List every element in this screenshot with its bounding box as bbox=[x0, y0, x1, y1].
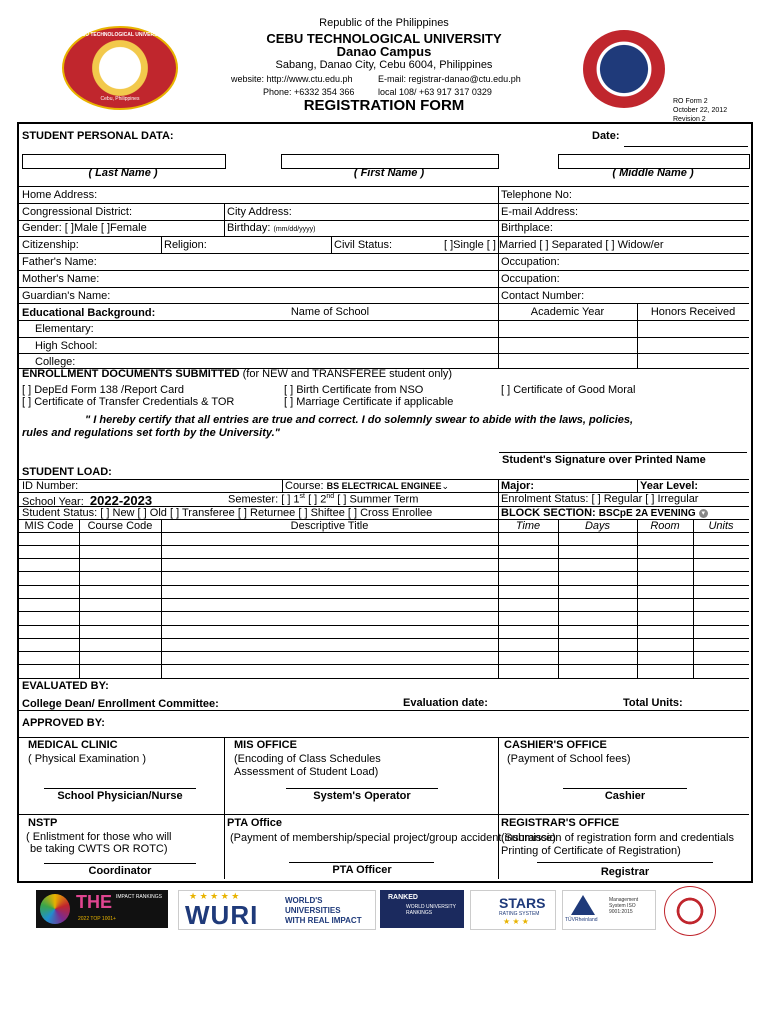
wuri-text: WURI bbox=[185, 900, 259, 930]
registrar-note-1: (Submission of registration form and credentials bbox=[501, 832, 734, 844]
grid-line bbox=[19, 236, 749, 237]
birthday-label bbox=[227, 222, 315, 234]
campus-name: Danao Campus bbox=[336, 44, 432, 59]
signature-line bbox=[563, 788, 687, 789]
grid-line bbox=[19, 220, 749, 221]
ro-date: October 22, 2012 bbox=[673, 107, 728, 114]
chevron-down-icon[interactable]: ▾ bbox=[699, 509, 708, 518]
col-mis-code: MIS Code bbox=[24, 520, 74, 532]
approved-heading: APPROVED BY: bbox=[22, 717, 105, 729]
wuri-logo bbox=[178, 890, 376, 930]
pta-title: PTA Office bbox=[227, 817, 283, 829]
semester-label: Semester: bbox=[228, 493, 279, 506]
birthday-text: Birthday: bbox=[227, 222, 271, 234]
academic-year-col: Academic Year bbox=[530, 306, 605, 318]
sem-second[interactable]: [ ] 2 bbox=[308, 493, 327, 506]
mis-note-2: Assessment of Student Load) bbox=[234, 766, 379, 778]
grid-line bbox=[498, 737, 499, 879]
qs-ranked-logo bbox=[380, 890, 464, 928]
chevron-down-icon[interactable]: ⌄ bbox=[441, 481, 449, 491]
grid-line bbox=[161, 236, 162, 253]
signature-line bbox=[499, 452, 747, 453]
signature-line bbox=[44, 788, 196, 789]
grid-line bbox=[498, 186, 499, 368]
grid-line bbox=[79, 519, 80, 678]
grid-line bbox=[19, 203, 749, 204]
civil-status-label: Civil Status: bbox=[334, 239, 393, 251]
block-section-value: BSCpE 2A EVENING bbox=[598, 508, 696, 519]
mother-label: Mother's Name: bbox=[22, 273, 100, 285]
transfer-checkbox[interactable]: [ ] Certificate of Transfer Credentials & TOR bbox=[22, 396, 235, 408]
signature-line bbox=[537, 862, 713, 863]
email-label: E-mail Address: bbox=[501, 206, 579, 218]
phone-text: Phone: +6332 354 366 bbox=[263, 87, 355, 97]
tuv-sub: Management System ISO 9001:2015 bbox=[609, 897, 639, 915]
guardian-label: Guardian's Name: bbox=[22, 290, 111, 302]
cashier-office-title: CASHIER'S OFFICE bbox=[504, 739, 607, 751]
birthplace-label: Birthplace: bbox=[501, 222, 553, 234]
col-descriptive-title: Descriptive Title bbox=[290, 520, 369, 532]
course-value: BS ELECTRICAL ENGINEE bbox=[326, 481, 442, 491]
qs-stars-logo bbox=[470, 890, 556, 930]
semester-field[interactable] bbox=[228, 493, 418, 506]
col-room: Room bbox=[650, 520, 680, 532]
gender-label: Gender: [ ]Male [ ]Female bbox=[22, 222, 147, 234]
occupation-mother-label: Occupation: bbox=[501, 273, 560, 285]
grid-line bbox=[19, 320, 749, 321]
grid-line bbox=[19, 598, 749, 599]
col-time: Time bbox=[515, 520, 541, 532]
grid-line bbox=[19, 651, 749, 652]
honors-col: Honors Received bbox=[650, 306, 736, 318]
grid-line bbox=[558, 519, 559, 678]
school-year-value: 2022-2023 bbox=[89, 493, 153, 508]
nstp-sign-label: Coordinator bbox=[88, 865, 152, 877]
star-icons: ★ ★ ★ ★ ★ bbox=[189, 891, 240, 901]
date-line bbox=[624, 146, 748, 147]
sem-summer[interactable]: [ ] Summer Term bbox=[337, 493, 419, 506]
grid-line bbox=[693, 519, 694, 678]
grid-line bbox=[19, 532, 749, 533]
college-label: College: bbox=[35, 356, 76, 368]
elementary-label: Elementary: bbox=[35, 323, 94, 335]
seal-text-top: CEBU TECHNOLOGICAL UNIVERSITY bbox=[74, 32, 166, 38]
ro-revision: Revision 2 bbox=[673, 116, 706, 123]
mis-sign-label: System's Operator bbox=[313, 790, 411, 802]
deped-checkbox[interactable]: [ ] DepEd Form 138 /Report Card bbox=[22, 384, 185, 396]
grid-line bbox=[19, 337, 749, 338]
certify-line-2: rules and regulations set forth by the University." bbox=[22, 427, 280, 439]
sem-first-sup: st bbox=[299, 493, 305, 500]
city-address-label: City Address: bbox=[227, 206, 292, 218]
cashier-note: (Payment of School fees) bbox=[507, 753, 631, 765]
good-moral-checkbox[interactable]: [ ] Certificate of Good Moral bbox=[501, 384, 636, 396]
grid-line bbox=[19, 585, 749, 586]
high-school-label: High School: bbox=[35, 340, 98, 352]
grid-line bbox=[637, 519, 638, 678]
medical-clinic-title: MEDICAL CLINIC bbox=[28, 739, 118, 751]
seal-text-bottom: Cebu, Philippines bbox=[100, 96, 140, 102]
grid-line bbox=[19, 611, 749, 612]
contact-label: Contact Number: bbox=[501, 290, 585, 302]
grid-line bbox=[637, 479, 638, 492]
school-year-field bbox=[22, 493, 152, 508]
qs-stars-sub: RATING SYSTEM bbox=[499, 911, 540, 917]
signature-line bbox=[44, 863, 196, 864]
signature-line bbox=[289, 862, 434, 863]
certify-line-1: " I hereby certify that all entries are true and correct. I do solemnly swear to abide with the laws, policies, bbox=[85, 414, 634, 426]
qs-ranked-sub: WORLD UNIVERSITY RANKINGS bbox=[406, 904, 456, 916]
mis-note-1: (Encoding of Class Schedules bbox=[234, 753, 381, 765]
education-heading: Educational Background: bbox=[22, 307, 156, 319]
eval-date-label: Evaluation date: bbox=[403, 697, 488, 709]
registrar-note-2: Printing of Certificate of Registration) bbox=[501, 845, 681, 857]
grid-line bbox=[19, 353, 749, 354]
grid-line bbox=[19, 571, 749, 572]
grid-line bbox=[19, 303, 749, 304]
occupation-father-label: Occupation: bbox=[501, 256, 560, 268]
grid-line bbox=[19, 625, 749, 626]
the-text: THE bbox=[76, 892, 112, 912]
address-text: Sabang, Danao City, Cebu 6004, Philippines bbox=[275, 59, 493, 71]
wuri-text-1: WORLD'S bbox=[285, 896, 323, 905]
nstp-title: NSTP bbox=[28, 817, 58, 829]
evaluated-heading: EVALUATED BY: bbox=[22, 680, 109, 692]
wuri-text-3: WITH REAL IMPACT bbox=[285, 916, 362, 925]
grid-line bbox=[19, 253, 749, 254]
wuri-text-2: UNIVERSITIES bbox=[285, 906, 341, 915]
date-label: Date: bbox=[592, 130, 620, 142]
block-section-label: BLOCK SECTION: bbox=[501, 507, 596, 519]
course-label: Course: bbox=[285, 480, 324, 492]
total-units-label: Total Units: bbox=[623, 697, 683, 709]
republic-text: Republic of the Philippines bbox=[319, 17, 449, 29]
grid-line bbox=[19, 678, 749, 679]
enrolment-status[interactable]: Enrolment Status: [ ] Regular [ ] Irregular bbox=[501, 493, 699, 505]
grid-line bbox=[498, 519, 499, 678]
major-label: Major: bbox=[501, 480, 534, 492]
grid-line bbox=[331, 236, 332, 253]
grid-line bbox=[224, 737, 225, 879]
last-name-label: ( Last Name ) bbox=[88, 167, 158, 179]
documents-heading bbox=[22, 368, 452, 380]
school-name-col: Name of School bbox=[290, 306, 370, 318]
col-days: Days bbox=[584, 520, 611, 532]
ctu-seal-logo bbox=[62, 26, 178, 110]
grid-line bbox=[161, 519, 162, 678]
website-text: website: http://www.ctu.edu.ph bbox=[231, 74, 353, 84]
grid-line bbox=[19, 710, 749, 711]
signature-label: Student's Signature over Printed Name bbox=[502, 454, 706, 466]
star-icons: ★ ★ ★ bbox=[503, 917, 529, 926]
citizenship-label: Citizenship: bbox=[22, 239, 79, 251]
pta-note: (Payment of membership/special project/group accident insurance) bbox=[230, 832, 556, 844]
course-field[interactable] bbox=[285, 480, 449, 492]
asean-logo bbox=[583, 30, 665, 108]
grid-line bbox=[224, 203, 225, 237]
block-section-field[interactable] bbox=[501, 507, 708, 519]
sem-first[interactable]: [ ] 1 bbox=[281, 493, 300, 506]
registrar-sign-label: Registrar bbox=[600, 866, 650, 878]
birth-cert-checkbox[interactable]: [ ] Birth Certificate from NSO bbox=[284, 384, 424, 396]
documents-title: ENROLLMENT DOCUMENTS SUBMITTED bbox=[22, 368, 240, 380]
grid-line bbox=[19, 638, 749, 639]
email-text: E-mail: registrar-danao@ctu.edu.ph bbox=[378, 74, 521, 84]
student-status[interactable]: Student Status: [ ] New [ ] Old [ ] Transferee [ ] Returnee [ ] Shiftee [ ] Cross Enrollee bbox=[22, 507, 433, 519]
university-name: CEBU TECHNOLOGICAL UNIVERSITY bbox=[266, 31, 502, 46]
qs-stars-text: STARS bbox=[499, 895, 546, 911]
grid-line bbox=[19, 558, 749, 559]
birthday-format: (mm/dd/yyyy) bbox=[273, 226, 316, 233]
district-label: Congressional District: bbox=[22, 206, 133, 218]
year-level-label: Year Level: bbox=[640, 480, 699, 492]
documents-note: (for NEW and TRANSFEREE student only) bbox=[242, 368, 453, 380]
grid-line bbox=[19, 737, 749, 738]
mis-office-title: MIS OFFICE bbox=[234, 739, 297, 751]
civil-status-options[interactable]: [ ]Single [ ] Married [ ] Separated [ ] Widow/er bbox=[444, 239, 664, 251]
nstp-note-2: be taking CWTS OR ROTC) bbox=[30, 843, 168, 855]
pta-sign-label: PTA Officer bbox=[332, 864, 392, 876]
id-number-label: ID Number: bbox=[22, 480, 79, 492]
middle-name-label: ( Middle Name ) bbox=[612, 167, 694, 179]
col-units: Units bbox=[708, 520, 734, 532]
ro-form: RO Form 2 bbox=[673, 98, 708, 105]
marriage-checkbox[interactable]: [ ] Marriage Certificate if applicable bbox=[284, 396, 454, 408]
grid-line bbox=[498, 479, 499, 519]
grid-line bbox=[19, 186, 749, 187]
signature-line bbox=[286, 788, 438, 789]
the-rankings-logo bbox=[36, 890, 168, 928]
phil-quality-award-logo bbox=[664, 886, 716, 936]
religion-label: Religion: bbox=[164, 239, 207, 251]
tuv-triangle-icon bbox=[571, 895, 595, 915]
telephone-label: Telephone No: bbox=[501, 189, 572, 201]
home-address-label: Home Address: bbox=[22, 189, 98, 201]
tuv-logo bbox=[562, 890, 656, 930]
the-hexagon-icon bbox=[40, 894, 70, 924]
father-label: Father's Name: bbox=[22, 256, 97, 268]
grid-line bbox=[19, 814, 749, 815]
local-text: local 108/ +63 917 317 0329 bbox=[378, 87, 492, 97]
grid-line bbox=[19, 664, 749, 665]
grid-line bbox=[19, 545, 749, 546]
medical-note: ( Physical Examination ) bbox=[28, 753, 146, 765]
the-sub-text: IMPACT RANKINGS bbox=[116, 894, 162, 900]
school-year-label: School Year: bbox=[22, 496, 84, 508]
the-year-text: 2022 TOP 1001+ bbox=[78, 916, 116, 922]
committee-label: College Dean/ Enrollment Committee: bbox=[22, 698, 219, 710]
sem-second-sup: nd bbox=[326, 493, 335, 500]
form-title: REGISTRATION FORM bbox=[303, 97, 465, 114]
grid-line bbox=[282, 479, 283, 492]
first-name-label: ( First Name ) bbox=[353, 167, 425, 179]
cashier-sign-label: Cashier bbox=[604, 790, 646, 802]
qs-ranked-text: RANKED bbox=[388, 894, 418, 901]
nstp-note-1: ( Enlistment for those who will bbox=[26, 831, 172, 843]
personal-heading: STUDENT PERSONAL DATA: bbox=[22, 130, 174, 142]
col-course-code: Course Code bbox=[87, 520, 153, 532]
grid-line bbox=[19, 270, 749, 271]
tuv-text: TÜVRheinland bbox=[565, 917, 598, 923]
medical-sign-label: School Physician/Nurse bbox=[57, 790, 183, 802]
grid-line bbox=[19, 287, 749, 288]
registrar-office-title: REGISTRAR'S OFFICE bbox=[501, 817, 620, 829]
load-heading: STUDENT LOAD: bbox=[22, 466, 112, 478]
